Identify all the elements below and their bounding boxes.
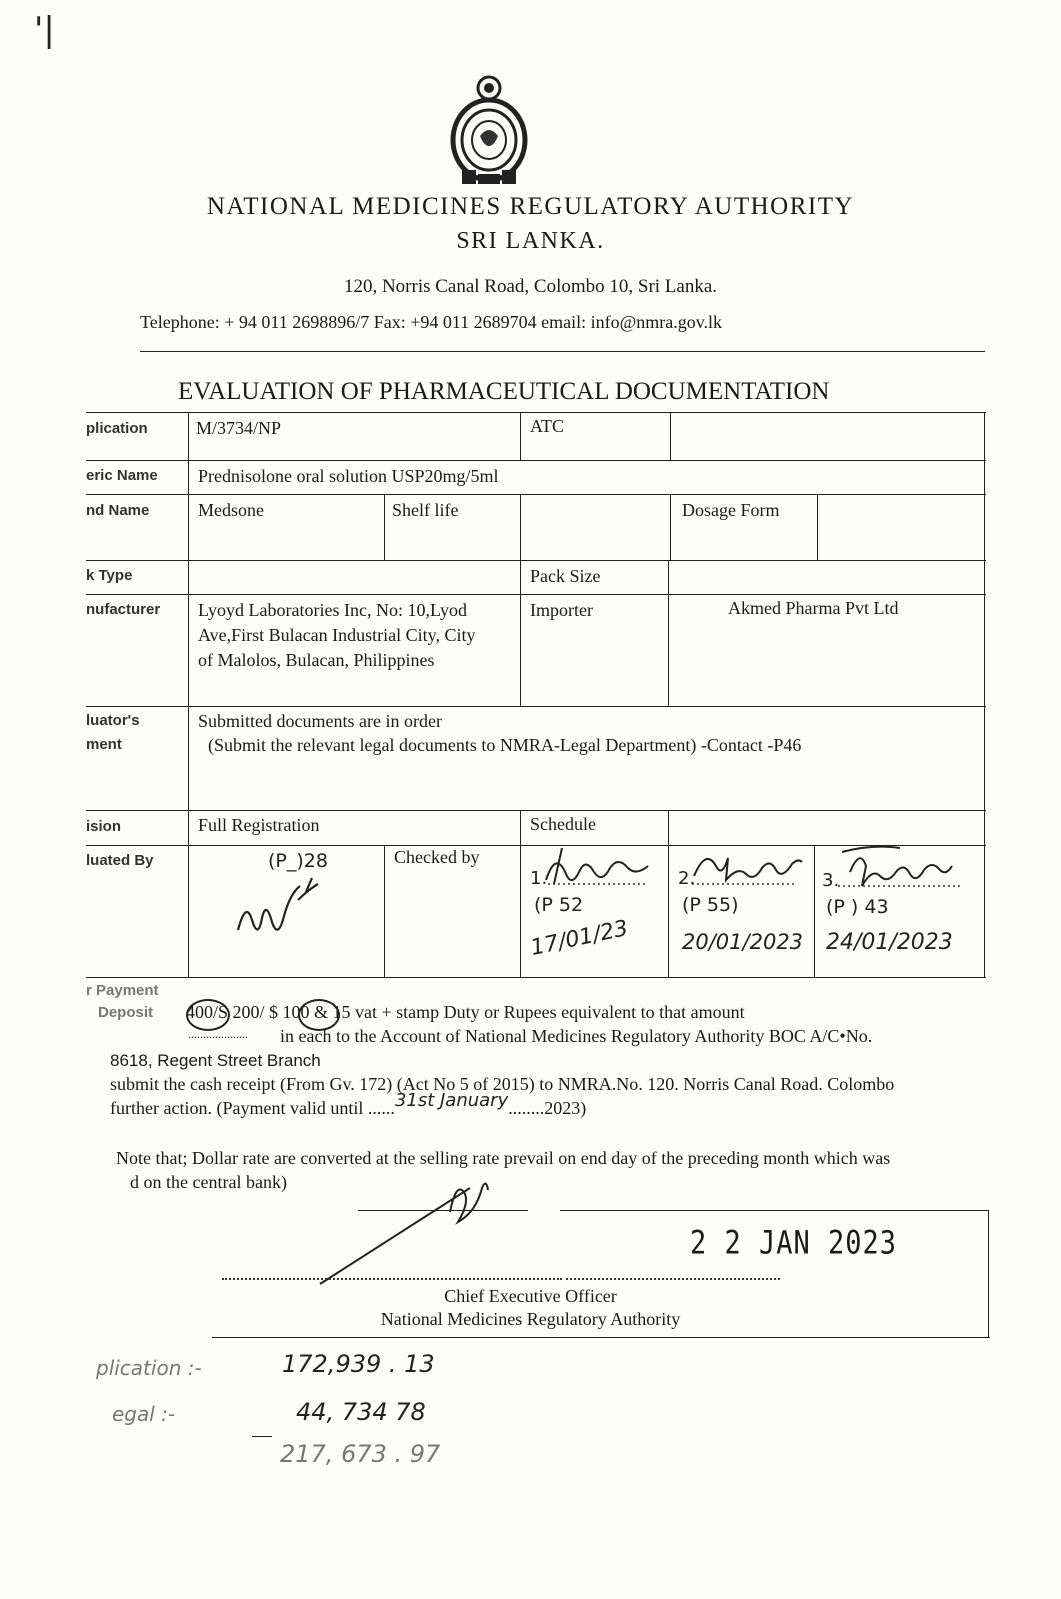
authority-name: NATIONAL MEDICINES REGULATORY AUTHORITY	[206, 193, 855, 220]
application-number: M/3734/NP	[196, 418, 282, 438]
account-line: in each to the Account of National Medicines Regulatory Authority BOC A/C•No.	[280, 1026, 873, 1046]
shelf-life-label: Shelf life	[392, 500, 459, 520]
validity-suffix: ........2023)	[508, 1098, 587, 1118]
total-dash	[252, 1436, 272, 1437]
corner-mark: '|	[34, 10, 55, 50]
schedule-label: Schedule	[530, 814, 596, 834]
document-title: EVALUATION OF PHARMACEUTICAL DOCUMENTATION	[178, 378, 830, 405]
officer-title: Chief Executive Officer	[444, 1286, 617, 1306]
manufacturer-line: Lyoyd Laboratories Inc, No: 10,Lyod	[198, 600, 467, 620]
total-value-3: 217, 673 . 97	[280, 1440, 441, 1468]
checker-3-signature	[836, 842, 964, 890]
header-divider	[140, 351, 985, 352]
signature-top-line-right	[560, 1210, 988, 1211]
label-evaluated-by: luated By	[86, 852, 154, 869]
manufacturer-line: Ave,First Bulacan Industrial City, City	[198, 625, 476, 645]
checked-by-label: Checked by	[394, 847, 480, 867]
signature-bottom-line	[212, 1337, 990, 1338]
validity-handwritten-date: 31st January	[394, 1090, 509, 1111]
central-bank-note: d on the central bank)	[130, 1172, 287, 1192]
ceo-signature	[310, 1172, 510, 1292]
authority-address: 120, Norris Canal Road, Colombo 10, Sri Lanka.	[343, 276, 718, 297]
signature-dotted-line	[222, 1278, 562, 1280]
checker-1-number: 1.	[530, 868, 548, 889]
evaluator-signature	[228, 870, 348, 950]
label-evaluator-comment-1: luator's	[86, 712, 140, 729]
label-manufacturer: nufacturer	[86, 601, 161, 618]
checker-2-date: 20/01/2023	[682, 930, 804, 954]
manufacturer-address	[198, 598, 475, 673]
label-brand-name: nd Name	[86, 502, 150, 519]
decision-value: Full Registration	[198, 815, 320, 835]
evaluator-comment-line-1: Submitted documents are in order	[198, 711, 442, 731]
total-value-2: 44, 734 78	[296, 1398, 426, 1426]
checker-2-code: (P 55)	[682, 894, 739, 916]
manufacturer-line: of Malolos, Bulacan, Philippines	[198, 650, 435, 670]
received-date-stamp: 2 2 JAN 2023	[690, 1224, 898, 1263]
total-label-1: plication :-	[96, 1356, 202, 1380]
contact-line: Telephone: + 94 011 2698896/7 Fax: +94 011 2689704 email: info@nmra.gov.lk	[140, 312, 723, 332]
label-type: k Type	[86, 567, 133, 584]
payment-amount-line: 400/S 200/ $ 100 & 15 vat + stamp Duty or Rupees equivalent to that amount	[186, 1002, 745, 1022]
country-name: SRI LANKA.	[456, 228, 605, 254]
label-decision: ision	[86, 818, 122, 835]
checker-3-code: (P ) 43	[826, 896, 889, 918]
checker-3-number: 3.	[822, 870, 840, 891]
brand-name-value: Medsone	[198, 500, 264, 520]
total-label-2: egal :-	[112, 1402, 176, 1426]
signature-dotted-line-right	[566, 1278, 780, 1280]
account-dots: ....................	[188, 1027, 248, 1041]
validity-prefix: further action. (Payment valid until ......	[110, 1098, 395, 1118]
evaluator-comment-line-2: (Submit the relevant legal documents to NMRA-Legal Department) -Contact -P46	[208, 735, 802, 755]
checker-1-signature	[542, 842, 652, 888]
receipt-line: submit the cash receipt (From Gv. 172) (Act No 5 of 2015) to NMRA.No. 120. Norris Canal Road. Colombo	[110, 1074, 895, 1094]
evaluator-code: (P_)28	[268, 850, 328, 872]
officer-organization: National Medicines Regulatory Authority	[380, 1309, 681, 1329]
label-application: plication	[86, 420, 148, 437]
branch-line: 8618, Regent Street Branch	[110, 1051, 321, 1070]
checker-1-date: 17/01/23	[528, 916, 631, 961]
dosage-form-label: Dosage Form	[682, 500, 780, 520]
importer-label: Importer	[530, 600, 593, 620]
checker-2-number: 2.	[678, 868, 696, 889]
dollar-rate-note: Note that; Dollar rate are converted at the selling rate prevail on end day of the preceding month which was	[116, 1148, 891, 1168]
deposit-label: Deposit	[98, 1004, 154, 1021]
total-value-1: 172,939 . 13	[282, 1350, 435, 1378]
checker-1-code: (P 52	[534, 894, 584, 916]
label-evaluator-comment-2: ment	[86, 736, 122, 753]
checker-2-signature	[690, 842, 810, 888]
importer-value: Akmed Pharma Pvt Ltd	[728, 598, 899, 618]
atc-label: ATC	[530, 416, 565, 436]
generic-name-value: Prednisolone oral solution USP20mg/5ml	[198, 466, 499, 486]
payment-label: r Payment	[86, 982, 159, 999]
checker-3-date: 24/01/2023	[826, 930, 953, 955]
pack-size-label: Pack Size	[530, 566, 601, 586]
label-generic-name: eric Name	[86, 467, 158, 484]
sri-lanka-emblem-icon	[442, 66, 536, 190]
validity-line	[110, 1090, 587, 1119]
